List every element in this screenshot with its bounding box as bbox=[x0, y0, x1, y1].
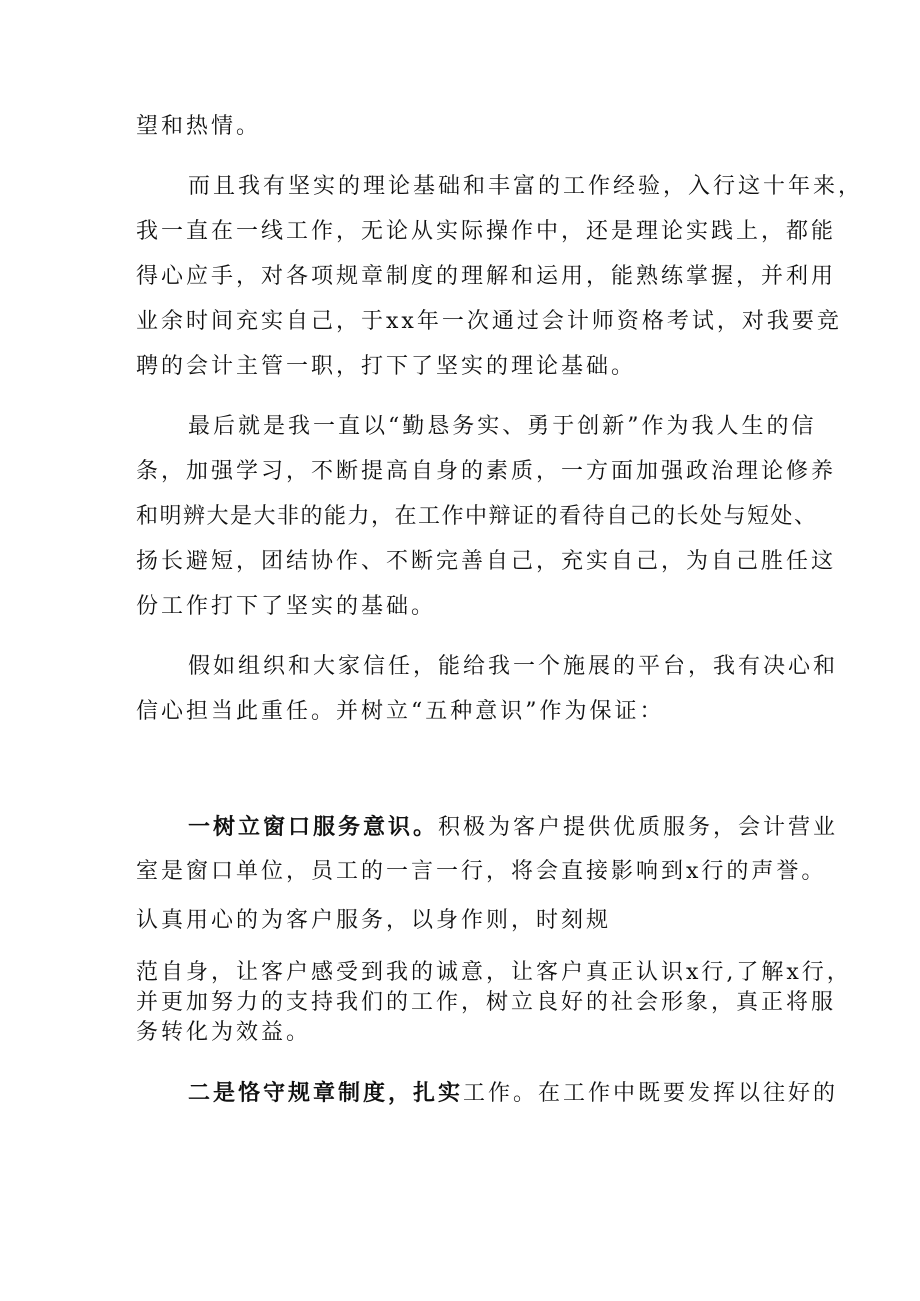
paragraph-line: 室是窗口单位，员工的一言一行，将会直接影响到x行的声誉。 bbox=[136, 859, 827, 884]
paragraph-line: 而且我有坚实的理论基础和丰富的工作经验，入行这十年来， bbox=[188, 174, 864, 199]
paragraph-line: 扬长避短，团结协作、不断完善自己，充实自己，为自己胜任这 bbox=[136, 549, 837, 574]
paragraph-line: 务转化为效益。 bbox=[136, 1020, 312, 1045]
bold-heading: 二是恪守规章制度，扎实 bbox=[188, 1080, 464, 1106]
paragraph-line: 业余时间充实自己，于xx年一次通过会计师资格考试，对我要竞 bbox=[136, 309, 842, 334]
paragraph-line: 我一直在一线工作，无论从实际操作中，还是理论实践上，都能 bbox=[136, 219, 837, 244]
paragraph-line: 并更加努力的支持我们的工作，树立良好的社会形象，真正将服 bbox=[136, 990, 837, 1015]
paragraph-line: 得心应手，对各项规章制度的理解和运用，能熟练掌握，并利用 bbox=[136, 264, 837, 289]
paragraph-line: 范自身，让客户感受到我的诚意，让客户真正认识x行,了解x行， bbox=[136, 960, 852, 985]
paragraph-line: 望和热情。 bbox=[136, 114, 262, 139]
paragraph-line bbox=[188, 1078, 839, 1109]
paragraph-line: 信心担当此重任。并树立“五种意识”作为保证： bbox=[136, 699, 665, 724]
paragraph-line: 份工作打下了坚实的基础。 bbox=[136, 594, 437, 619]
paragraph-line bbox=[188, 812, 839, 843]
paragraph-line: 聘的会计主管一职，打下了坚实的理论基础。 bbox=[136, 354, 637, 379]
paragraph-line: 和明辨大是大非的能力，在工作中辩证的看待自己的长处与短处、 bbox=[136, 504, 818, 529]
paragraph-line: 认真用心的为客户服务，以身作则，时刻规 bbox=[136, 908, 612, 933]
paragraph-line: 最后就是我一直以“勤恳务实、勇于创新”作为我人生的信 bbox=[188, 414, 817, 439]
paragraph-text: 工作。在工作中既要发挥以往好的 bbox=[463, 1081, 839, 1106]
paragraph-line: 条，加强学习，不断提高自身的素质，一方面加强政治理论修养 bbox=[136, 459, 837, 484]
bold-heading: 一树立窗口服务意识。 bbox=[188, 814, 439, 840]
paragraph-text: 积极为客户提供优质服务，会计营业 bbox=[438, 815, 839, 840]
paragraph-line: 假如组织和大家信任，能给我一个施展的平台，我有决心和 bbox=[188, 654, 839, 679]
